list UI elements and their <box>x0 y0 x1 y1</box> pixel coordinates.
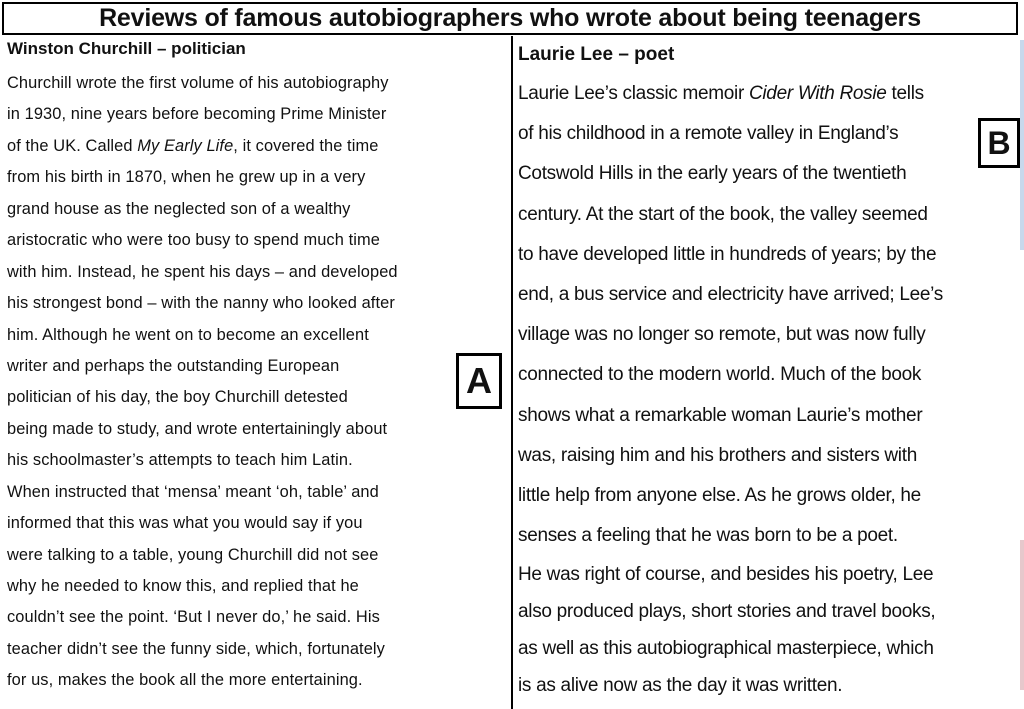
text-line <box>7 162 507 193</box>
edge-accent-bottom <box>1020 540 1024 690</box>
text-segment: his schoolmaster’s attempts to teach him Latin. <box>7 451 353 470</box>
text-segment: couldn’t see the point. ‘But I never do,’ he said. His <box>7 608 380 627</box>
text-line <box>7 194 507 225</box>
text-line <box>7 634 507 665</box>
text-line <box>518 154 1018 194</box>
text-segment: his strongest bond – with the nanny who looked after <box>7 294 395 313</box>
text-segment: in 1930, nine years before becoming Prime Minister <box>7 105 387 124</box>
text-segment: being made to study, and wrote entertainingly about <box>7 419 388 438</box>
text-segment: informed that this was what you would say if you <box>7 514 363 533</box>
text-line <box>7 131 507 162</box>
text-line <box>7 571 507 602</box>
text-line <box>518 396 1018 436</box>
text-line <box>518 315 1018 355</box>
book-title: My Early Life <box>137 136 234 155</box>
text-line <box>518 593 1018 630</box>
text-line <box>7 477 507 508</box>
text-line <box>7 382 507 413</box>
laurie-lee-review-text <box>518 74 1018 704</box>
text-line <box>7 445 507 476</box>
text-line <box>518 235 1018 275</box>
page-title: Reviews of famous autobiographers who wrote about being teenagers <box>2 2 1018 35</box>
text-segment: is as alive now as the day it was written. <box>518 675 843 697</box>
text-line <box>518 195 1018 235</box>
text-line <box>7 288 507 319</box>
review-churchill <box>7 38 507 697</box>
text-segment: tells <box>886 83 924 104</box>
text-line <box>7 257 507 288</box>
text-line <box>518 556 1018 593</box>
text-segment: end, a bus service and electricity have arrived; Lee’s <box>518 283 943 305</box>
review-laurie-lee <box>518 42 1018 704</box>
text-line <box>518 74 1018 114</box>
text-line <box>518 114 1018 154</box>
text-segment: shows what a remarkable woman Laurie’s mother <box>518 404 923 426</box>
churchill-review-text <box>7 68 507 697</box>
text-segment: senses a feeling that he was born to be a poet. <box>518 525 898 547</box>
book-title: Cider With Rosie <box>748 83 887 104</box>
text-line <box>518 516 1018 556</box>
text-line <box>7 351 507 382</box>
churchill-heading: Winston Churchill – politician <box>7 39 246 58</box>
text-segment: of his childhood in a remote valley in England’s <box>518 123 899 145</box>
text-segment: as well as this autobiographical masterpiece, which <box>518 638 934 660</box>
text-segment: teacher didn’t see the funny side, which, fortunately <box>7 639 385 658</box>
text-segment: grand house as the neglected son of a wealthy <box>7 199 351 218</box>
text-segment: little help from anyone else. As he grows older, he <box>518 484 921 506</box>
text-line <box>518 275 1018 315</box>
text-line <box>7 225 507 256</box>
text-line <box>7 320 507 351</box>
text-line <box>518 630 1018 667</box>
text-segment: writer and perhaps the outstanding European <box>7 356 340 375</box>
text-line <box>7 414 507 445</box>
text-line <box>518 476 1018 516</box>
marker-a: A <box>456 353 502 409</box>
column-divider <box>511 36 513 709</box>
text-segment: also produced plays, short stories and travel books, <box>518 601 936 623</box>
text-segment: were talking to a table, young Churchill did not see <box>7 545 379 564</box>
text-line <box>7 602 507 633</box>
text-segment: for us, makes the book all the more entertaining. <box>7 671 363 690</box>
text-line <box>518 436 1018 476</box>
text-line <box>7 99 507 130</box>
text-segment: He was right of course, and besides his poetry, Lee <box>518 564 934 586</box>
text-segment: politician of his day, the boy Churchill detested <box>7 388 348 407</box>
text-segment: Churchill wrote the first volume of his autobiography <box>7 74 389 92</box>
text-segment: from his birth in 1870, when he grew up in a very <box>7 168 366 187</box>
text-segment: When instructed that ‘mensa’ meant ‘oh, table’ and <box>7 482 379 501</box>
text-line <box>7 665 507 696</box>
edge-accent-top <box>1020 40 1024 250</box>
text-segment: him. Although he went on to become an excellent <box>7 325 369 344</box>
laurie-lee-heading: Laurie Lee – poet <box>518 44 675 65</box>
text-line <box>7 540 507 571</box>
text-segment: Laurie Lee’s classic memoir <box>518 83 749 104</box>
text-segment: , it covered the time <box>233 136 379 155</box>
text-line <box>518 355 1018 395</box>
text-line <box>7 68 507 99</box>
text-segment: was, raising him and his brothers and sisters with <box>518 444 917 466</box>
text-segment: why he needed to know this, and replied that he <box>7 577 359 595</box>
text-segment: Cotswold Hills in the early years of the twentieth <box>518 163 907 185</box>
text-segment: with him. Instead, he spent his days – and developed <box>7 262 398 281</box>
text-segment: century. At the start of the book, the valley seemed <box>518 203 928 225</box>
marker-b: B <box>978 118 1020 168</box>
text-line <box>518 667 1018 704</box>
text-segment: village was no longer so remote, but was now fully <box>518 324 926 346</box>
text-segment: aristocratic who were too busy to spend much time <box>7 231 380 250</box>
text-segment: to have developed little in hundreds of years; by the <box>518 243 937 265</box>
text-segment: of the UK. Called <box>7 136 138 155</box>
text-line <box>7 508 507 539</box>
text-segment: connected to the modern world. Much of the book <box>518 364 922 386</box>
